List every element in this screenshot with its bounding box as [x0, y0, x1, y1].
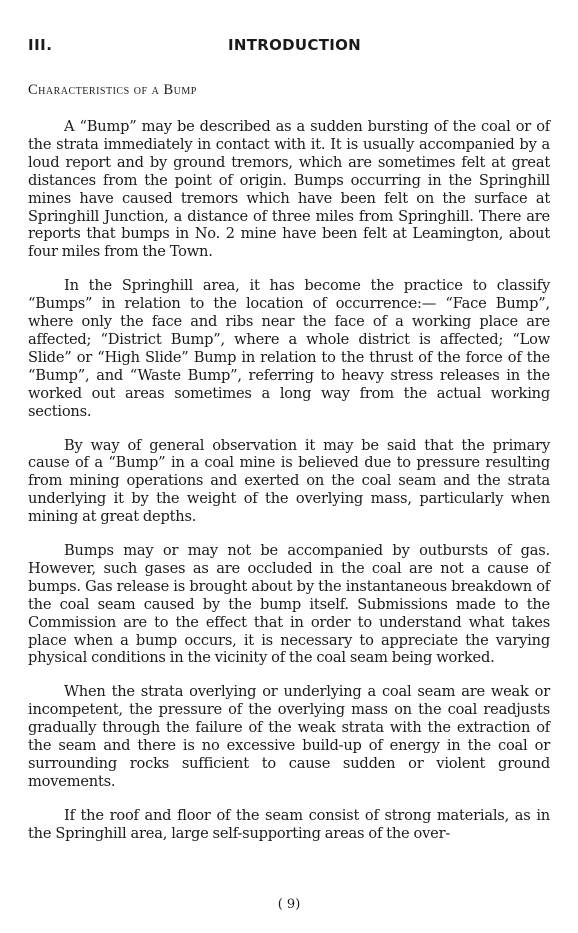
- paragraph-weak-strata: When the strata overlying or underlying a coal seam are weak or incompetent, the pressure of the overlying mass on the coal readjusts gradually through the failure of the weak strata with the extraction of the seam and there is no excessive build-up of energy in the coal or surrounding rocks sufficient to cause sudden or violent ground movements.: [28, 683, 550, 790]
- chapter-title: INTRODUCTION: [228, 36, 362, 54]
- page-body: [28, 36, 550, 843]
- paragraph-primary-cause: By way of general observation it may be said that the primary cause of a “Bump” in a coal mine is believed due to pressure resulting from mining operations and exerted on the coal seam and the strata underlying it by the weight of the overlying mass, particularly when mining at great depths.: [28, 436, 550, 526]
- paragraph-strong-strata: If the roof and floor of the seam consist of strong materials, as in the Springhill area, large self-supporting areas of the over-: [28, 806, 550, 842]
- section-heading: Characteristics of a Bump: [28, 82, 197, 98]
- paragraph-bump-definition: A “Bump” may be described as a sudden bursting of the coal or of the strata immediately in contact with it. It is usually accompanied by a loud report and by ground tremors, which are sometimes felt at great distances from the point of origin. Bumps occurring in the Springhill mines have caused tremors which have been felt on the surface at Springhill Junction, a distance of three miles from Springhill. There are reports that bumps in No. 2 mine have been felt at Leamington, about four miles from the Town.: [28, 118, 550, 261]
- page-number: ( 9): [277, 897, 301, 912]
- paragraph-bump-classification: In the Springhill area, it has become the practice to classify “Bumps” in relation to the location of occurrence:— “Face Bump”, where only the face and ribs near the face of a working place are affected; “District Bump”, where a whole district is affected; “Low Slide” or “High Slide” Bump in relation to the thrust of the force of the “Bump”, and “Waste Bump”, referring to heavy stress releases in the worked out areas sometimes a long way from the actual working sections.: [28, 277, 550, 420]
- paragraph-gas-outbursts: Bumps may or may not be accompanied by outbursts of gas. However, such gases as are occluded in the coal are not a cause of bumps. Gas release is brought about by the instantaneous breakdown of the coal seam caused by the bump itself. Submissions made to the Commission are to the effect that in order to understand what takes place when a bump occurs, it is necessary to appreciate the varying physical conditions in the vicinity of the coal seam being worked.: [28, 542, 550, 667]
- chapter-number: III.: [28, 36, 53, 54]
- page-header: [28, 36, 550, 62]
